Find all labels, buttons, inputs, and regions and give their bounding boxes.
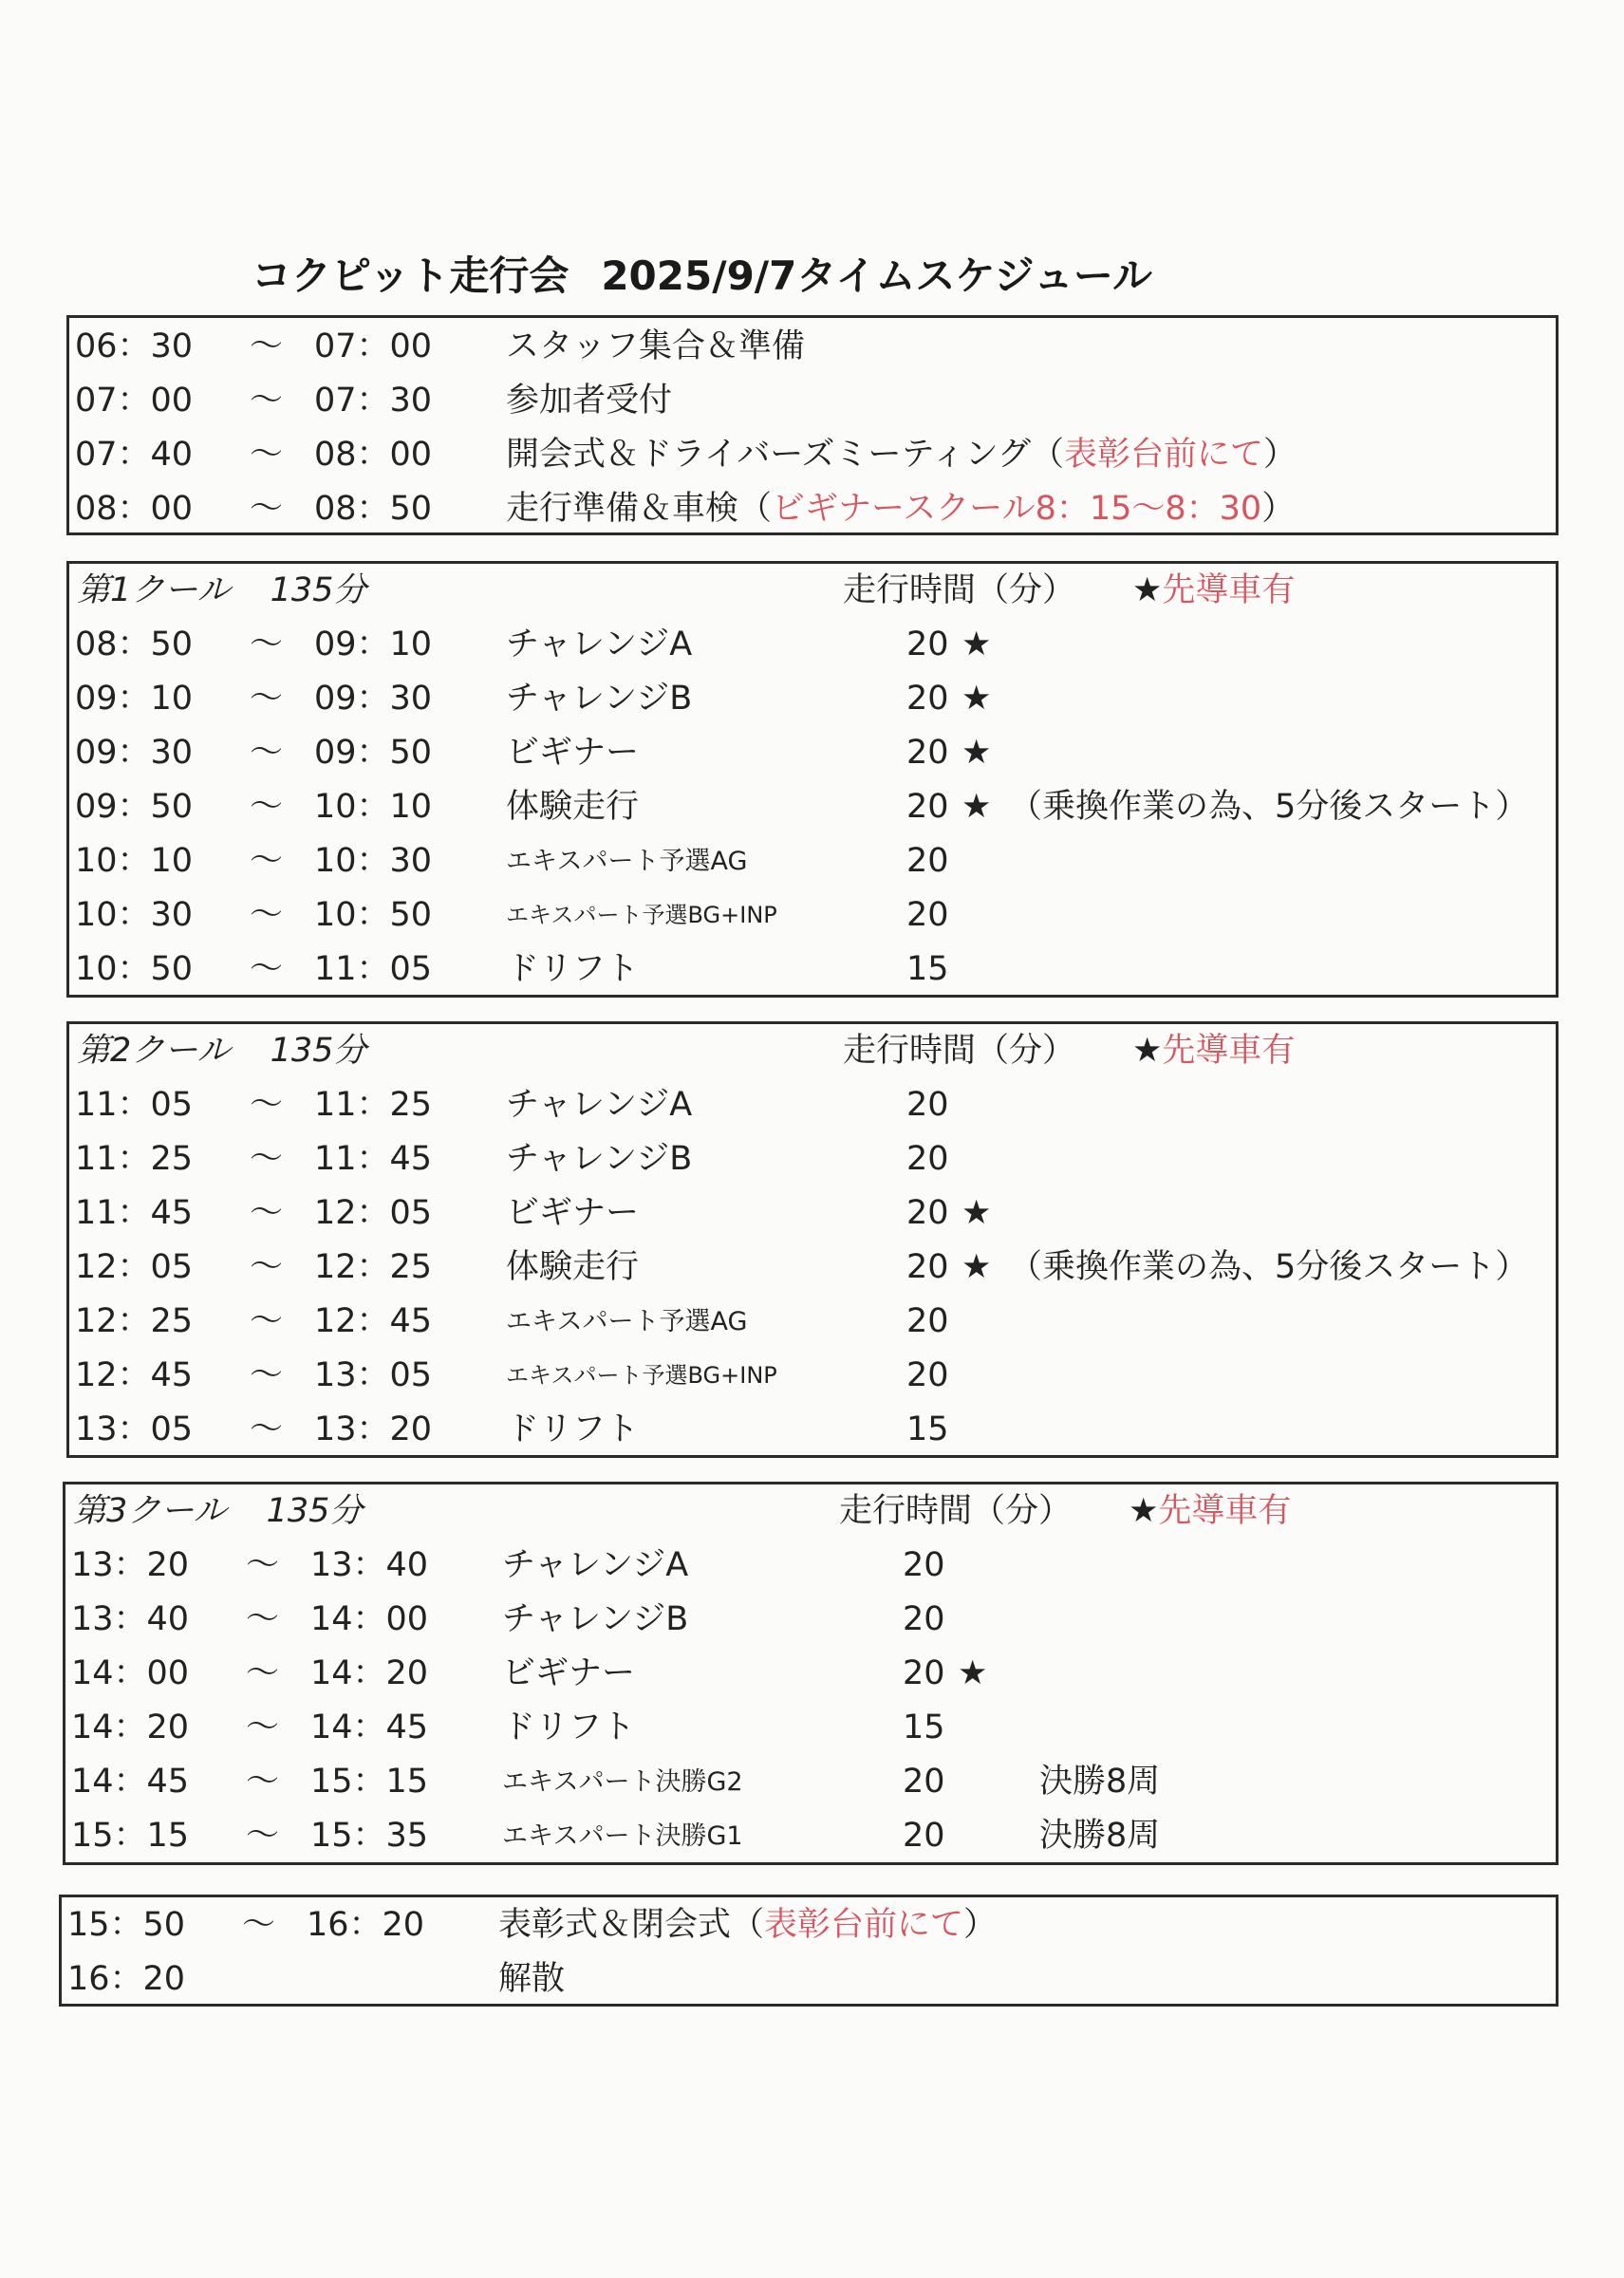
star-icon: ★ [961, 680, 992, 718]
tilde: ～ [250, 436, 284, 474]
schedule-row [65, 1539, 1556, 1593]
start-time: 14：00 [71, 1654, 190, 1692]
row-note: （乗換作業の為、5分後スタート） [1009, 1248, 1529, 1286]
run-minutes: 20 [906, 626, 949, 663]
run-minutes: 20 [906, 734, 949, 772]
end-time: 10：10 [314, 788, 433, 826]
schedule-row [69, 320, 1556, 374]
run-minutes: 15 [903, 1708, 945, 1746]
tilde: ～ [246, 1600, 280, 1638]
schedule-row [69, 834, 1556, 888]
start-time: 09：50 [75, 788, 194, 826]
end-time: 11：45 [314, 1140, 433, 1178]
event-label: チャレンジB [502, 1600, 689, 1638]
end-time: 11：05 [314, 950, 433, 988]
event-label: チャレンジB [506, 680, 693, 718]
tilde: ～ [246, 1546, 280, 1584]
tilde: ～ [250, 327, 284, 365]
start-time: 15：15 [71, 1817, 190, 1855]
schedule-row [65, 1701, 1556, 1755]
page-title [252, 245, 1296, 302]
star-icon: ★ [961, 788, 992, 826]
start-time: 11：45 [75, 1194, 194, 1232]
event-label: エキスパート予選AG [506, 847, 748, 876]
star-icon: ★ [1129, 1492, 1159, 1530]
star-icon: ★ [961, 626, 992, 663]
end-time: 13：40 [310, 1546, 429, 1584]
end-time: 09：10 [314, 626, 433, 663]
end-time: 08：00 [314, 436, 433, 474]
start-time: 10：50 [75, 950, 194, 988]
event-label: ビギナー [506, 734, 640, 772]
event-label: ドリフト [506, 950, 640, 988]
schedule-row [65, 1647, 1556, 1701]
run-minutes: 20 [906, 1356, 949, 1394]
star-icon: ★ [1132, 1032, 1163, 1070]
tilde: ～ [250, 680, 284, 718]
cool-header [69, 564, 1556, 618]
schedule-row [69, 1078, 1556, 1132]
cool-header [69, 1024, 1556, 1078]
end-time: 12：25 [314, 1248, 433, 1286]
tilde: ～ [250, 1356, 284, 1394]
start-time: 11：05 [75, 1086, 194, 1124]
event-label: 体験走行 [506, 788, 640, 826]
run-minutes: 20 [903, 1817, 945, 1855]
event-label: ビギナー [502, 1654, 636, 1692]
start-time: 10：10 [75, 842, 194, 880]
event-label: エキスパート決勝G1 [502, 1821, 743, 1851]
tilde: ～ [250, 1140, 284, 1178]
end-time: 09：30 [314, 680, 433, 718]
star-icon: ★ [958, 1654, 988, 1692]
event-label: エキスパート予選AG [506, 1307, 748, 1336]
end-time: 08：50 [314, 490, 433, 528]
run-minutes: 20 [906, 1194, 949, 1232]
end-time: 14：20 [310, 1654, 429, 1692]
tilde: ～ [250, 842, 284, 880]
cool-title: 第1クール 135分 [77, 571, 367, 609]
tilde: ～ [246, 1817, 280, 1855]
end-time: 07：30 [314, 382, 433, 420]
event-label: チャレンジA [506, 626, 693, 663]
tilde: ～ [250, 1302, 284, 1340]
star-icon: ★ [961, 1248, 992, 1286]
schedule-row [69, 428, 1556, 482]
schedule-row [65, 1809, 1556, 1863]
end-time: 14：45 [310, 1708, 429, 1746]
start-time: 07：40 [75, 436, 194, 474]
run-minutes: 15 [906, 950, 949, 988]
tilde: ～ [246, 1654, 280, 1692]
end-time: 12：45 [314, 1302, 433, 1340]
end-time: 13：05 [314, 1356, 433, 1394]
start-time: 11：25 [75, 1140, 194, 1178]
event-label: 体験走行 [506, 1248, 640, 1286]
run-minutes: 20 [903, 1546, 945, 1584]
final-laps-note: 決勝8周 [1039, 1763, 1161, 1801]
run-minutes: 20 [906, 788, 949, 826]
event-label: エキスパート決勝G2 [502, 1767, 743, 1797]
event-label: 解散 [498, 1960, 566, 1998]
start-time: 09：30 [75, 734, 194, 772]
schedule-row [69, 1186, 1556, 1241]
schedule-row [69, 726, 1556, 780]
schedule-row [65, 1755, 1556, 1809]
event-label: 参加者受付 [506, 382, 673, 420]
start-time: 13：40 [71, 1600, 190, 1638]
cool-header [65, 1484, 1556, 1539]
event-label: チャレンジA [502, 1546, 689, 1584]
event-label: ドリフト [506, 1410, 640, 1448]
run-minutes: 20 [906, 842, 949, 880]
schedule-row [69, 943, 1556, 997]
schedule-row [69, 482, 1556, 536]
schedule-row [69, 1295, 1556, 1349]
end-time: 15：35 [310, 1817, 429, 1855]
start-time: 07：00 [75, 382, 194, 420]
schedule-row [69, 1132, 1556, 1186]
event-label: 開会式＆ドライバーズミーティング（表彰台前にて） [506, 436, 1297, 474]
end-time: 10：50 [314, 896, 433, 934]
title-event-name: コクピット走行会 [252, 252, 569, 299]
tilde: ～ [250, 626, 284, 663]
title-date-schedule: 2025/9/7タイムスケジュール [601, 252, 1152, 299]
tilde: ～ [250, 382, 284, 420]
run-minutes: 20 [903, 1763, 945, 1801]
event-label: チャレンジA [506, 1086, 693, 1124]
start-time: 12：45 [75, 1356, 194, 1394]
end-time: 14：00 [310, 1600, 429, 1638]
event-label: エキスパート予選BG+INP [506, 1362, 777, 1389]
star-icon: ★ [961, 1194, 992, 1232]
event-label: チャレンジB [506, 1140, 693, 1178]
run-minutes: 20 [906, 1302, 949, 1340]
cool-3-block [63, 1482, 1559, 1865]
schedule-row [69, 618, 1556, 672]
lead-car-legend: ★先導車有 [1132, 1032, 1296, 1070]
start-time: 12：25 [75, 1302, 194, 1340]
start-time: 06：30 [75, 327, 194, 365]
run-minutes: 20 [906, 1248, 949, 1286]
start-time: 13：05 [75, 1410, 194, 1448]
start-time: 10：30 [75, 896, 194, 934]
end-time: 15：15 [310, 1763, 429, 1801]
tilde: ～ [250, 950, 284, 988]
tilde: ～ [250, 734, 284, 772]
row-note: （乗換作業の為、5分後スタート） [1009, 788, 1529, 826]
beginner-school-note: ビギナースクール8：15～8：30 [772, 490, 1262, 528]
schedule-row [69, 780, 1556, 834]
run-minutes: 20 [906, 1086, 949, 1124]
final-laps-note: 決勝8周 [1039, 1817, 1161, 1855]
schedule-row [65, 1593, 1556, 1647]
run-time-header: 走行時間（分） [843, 571, 1076, 609]
tilde: ～ [242, 1906, 276, 1944]
run-minutes: 20 [903, 1654, 945, 1692]
location-note: 表彰台前にて [764, 1906, 964, 1944]
event-label: 表彰式＆閉会式（表彰台前にて） [498, 1906, 998, 1944]
event-label: ドリフト [502, 1708, 636, 1746]
closing-block [59, 1895, 1559, 2007]
schedule-row [69, 1403, 1556, 1457]
schedule-row [62, 1898, 1556, 1952]
cool-title: 第2クール 135分 [77, 1032, 367, 1070]
start-time: 08：50 [75, 626, 194, 663]
end-time: 11：25 [314, 1086, 433, 1124]
tilde: ～ [250, 1248, 284, 1286]
start-time: 09：10 [75, 680, 194, 718]
lead-car-legend: ★先導車有 [1132, 571, 1296, 609]
start-time: 08：00 [75, 490, 194, 528]
tilde: ～ [250, 1086, 284, 1124]
star-icon: ★ [961, 734, 992, 772]
start-time: 16：20 [67, 1960, 186, 1998]
schedule-row [69, 1241, 1556, 1295]
schedule-row [69, 374, 1556, 428]
cool-1-block [66, 561, 1559, 998]
end-time: 09：50 [314, 734, 433, 772]
cool-title: 第3クール 135分 [73, 1492, 364, 1530]
event-label: 走行準備＆車検（ビギナースクール8：15～8：30） [506, 490, 1296, 528]
tilde: ～ [250, 490, 284, 528]
event-label: ビギナー [506, 1194, 640, 1232]
schedule-row [62, 1952, 1556, 2007]
start-time: 14：20 [71, 1708, 190, 1746]
cool-2-block [66, 1021, 1559, 1458]
tilde: ～ [250, 896, 284, 934]
start-time: 14：45 [71, 1763, 190, 1801]
star-icon: ★ [1132, 571, 1163, 609]
run-minutes: 20 [906, 896, 949, 934]
location-note: 表彰台前にて [1064, 436, 1264, 474]
run-minutes: 20 [903, 1600, 945, 1638]
run-time-header: 走行時間（分） [839, 1492, 1073, 1530]
end-time: 13：20 [314, 1410, 433, 1448]
start-time: 12：05 [75, 1248, 194, 1286]
event-label: スタッフ集合＆準備 [506, 327, 806, 365]
event-label: エキスパート予選BG+INP [506, 902, 777, 928]
end-time: 12：05 [314, 1194, 433, 1232]
run-minutes: 20 [906, 680, 949, 718]
tilde: ～ [250, 1194, 284, 1232]
schedule-row [69, 672, 1556, 726]
run-minutes: 20 [906, 1140, 949, 1178]
schedule-row [69, 888, 1556, 943]
end-time: 07：00 [314, 327, 433, 365]
lead-car-legend: ★先導車有 [1129, 1492, 1292, 1530]
opening-block [66, 315, 1559, 535]
tilde: ～ [250, 788, 284, 826]
end-time: 10：30 [314, 842, 433, 880]
start-time: 13：20 [71, 1546, 190, 1584]
schedule-row [69, 1349, 1556, 1403]
tilde: ～ [246, 1763, 280, 1801]
run-minutes: 15 [906, 1410, 949, 1448]
end-time: 16：20 [307, 1906, 425, 1944]
tilde: ～ [246, 1708, 280, 1746]
run-time-header: 走行時間（分） [843, 1032, 1076, 1070]
start-time: 15：50 [67, 1906, 186, 1944]
tilde: ～ [250, 1410, 284, 1448]
